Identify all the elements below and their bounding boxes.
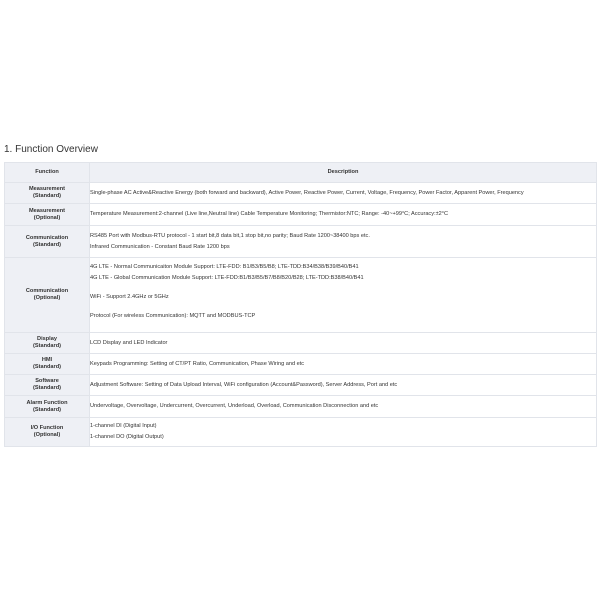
function-name: Software: [35, 378, 59, 385]
function-cell: [5, 418, 90, 447]
function-overview-table: [4, 162, 597, 447]
function-name: HMI: [41, 357, 53, 364]
description-cell: [90, 375, 597, 396]
function-cell: [5, 375, 90, 396]
table-row: [5, 183, 597, 204]
function-type: (Optional): [33, 214, 61, 221]
description-line: 1-channel DO (Digital Output): [90, 434, 164, 440]
description-line: LCD Display and LED Indicator: [90, 339, 168, 346]
description-line: Infrared Communication - Constant Baud Rate 1200 bps: [90, 243, 230, 250]
description-line: 1-channel DI (Digital Input): [90, 423, 157, 430]
function-name: Alarm Function: [26, 399, 68, 406]
description-line: Adjustment Software: Setting of Data Upload Interval, WiFi configuration (Account&Password), Server Address, Port and etc: [90, 381, 398, 388]
description-cell: [90, 226, 597, 258]
description-cell: [90, 204, 597, 226]
function-name: I/O Function: [30, 425, 64, 432]
function-cell: [5, 258, 90, 333]
description-line: 4G LTE - Normal Communicaiton Module Support: LTE-FDD: B1/B3/B5/B8; LTE-TDD:B34/B38/B39/B40/B41: [90, 264, 359, 270]
column-header-function: Function: [5, 163, 90, 183]
function-cell: [5, 183, 90, 204]
description-cell: [90, 354, 597, 375]
table-row: [5, 258, 597, 333]
function-type: (Optional): [33, 432, 61, 438]
function-type: (Standard): [33, 406, 61, 413]
function-type: (Standard): [33, 385, 61, 391]
description-line: 4G LTE - Global Communication Module Support: LTE-FDD:B1/B3/B5/B7/B8/B20/B28; LTE-TDD:B38/B40/B41: [90, 274, 364, 281]
function-name: Display: [37, 336, 57, 343]
description-line: Single-phase AC Active&Reactive Energy (both forward and backward), Active Power, Reactive Power, Current, Voltage, Frequency, Power Factor, Apparent Power, Frequency: [90, 189, 524, 196]
table-row: [5, 204, 597, 226]
description-cell: [90, 396, 597, 418]
section-title: 1. Function Overview: [4, 144, 98, 155]
table-row: [5, 333, 597, 354]
function-name: Measurement: [28, 186, 66, 193]
function-type: (Standard): [33, 193, 61, 199]
description-line: Undervoltage, Overvoltage, Undercurrent, Overcurrent, Underload, Overload, Communication Disconnection and etc: [90, 403, 379, 409]
description-line: WiFi - Support 2.4GHz or 5GHz: [90, 293, 169, 300]
column-header-description: Description: [90, 163, 597, 183]
function-type: (Standard): [33, 241, 61, 248]
description-cell: [90, 333, 597, 354]
function-type: (Standard): [33, 364, 61, 370]
function-name: Communication: [25, 234, 69, 241]
description-line: Temperature Measurement:2-channel (Live line,Neutral line) Cable Temperature Monitoring; Thermistor:NTC; Range: -40~+99°C; Accuracy:±2°C: [90, 211, 449, 217]
table-row: [5, 226, 597, 258]
description-line: Keypads Programming: Setting of CT/PT Ratio, Communication, Phase Wiring and etc: [90, 360, 305, 367]
function-cell: [5, 333, 90, 354]
function-cell: [5, 226, 90, 258]
table-row: [5, 375, 597, 396]
table-row: [5, 418, 597, 447]
table-row: [5, 354, 597, 375]
function-name: Communication: [25, 288, 69, 295]
function-type: (Optional): [33, 295, 61, 301]
description-cell: [90, 418, 597, 447]
function-cell: [5, 204, 90, 226]
function-cell: [5, 396, 90, 418]
description-line: RS485 Port with Modbus-RTU protocol - 1 start bit,8 data bit,1 stop bit,no parity; Baud Rate 1200~38400 bps etc.: [90, 232, 370, 239]
description-cell: [90, 258, 597, 333]
description-line: Protocol (For wireless Communication): MQTT and MODBUS-TCP: [90, 312, 256, 319]
description-cell: [90, 183, 597, 204]
table-row: [5, 396, 597, 418]
function-type: (Standard): [33, 343, 61, 349]
table-header-row: [5, 163, 597, 183]
function-name: Measurement: [28, 207, 66, 214]
function-cell: [5, 354, 90, 375]
